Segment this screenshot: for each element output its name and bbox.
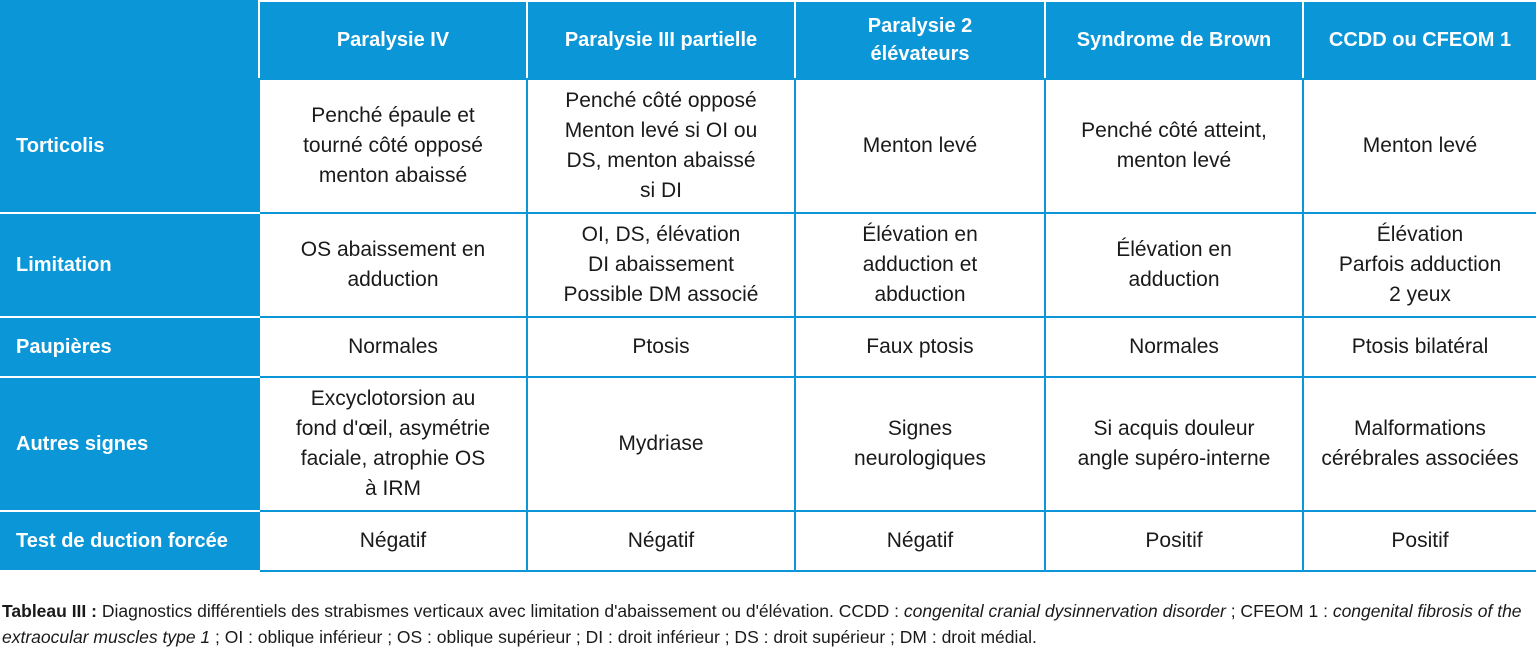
table-cell: Élévation en adduction	[1045, 213, 1303, 317]
table-cell: Excyclotorsion au fond d'œil, asymétrie faciale, atrophie OS à IRM	[259, 377, 527, 511]
table-cell: Ptosis	[527, 317, 795, 377]
table-cell: Élévation Parfois adduction 2 yeux	[1303, 213, 1536, 317]
table-row	[1, 377, 1536, 511]
table-cell: Mydriase	[527, 377, 795, 511]
row-header: Autres signes	[1, 377, 259, 511]
table-cell: Ptosis bilatéral	[1303, 317, 1536, 377]
table-cell: Élévation en adduction et abduction	[795, 213, 1045, 317]
table-caption	[2, 598, 1534, 650]
column-header: Paralysie 2 élévateurs	[795, 1, 1045, 79]
header-row	[1, 1, 1536, 79]
table-row	[1, 511, 1536, 571]
row-header: Test de duction forcée	[1, 511, 259, 571]
table-cell: Penché épaule et tourné côté opposé menton abaissé	[259, 79, 527, 213]
table-cell: Normales	[259, 317, 527, 377]
table-cell: Menton levé	[795, 79, 1045, 213]
table-cell: Si acquis douleur angle supéro-interne	[1045, 377, 1303, 511]
row-header: Paupières	[1, 317, 259, 377]
table-cell: Malformations cérébrales associées	[1303, 377, 1536, 511]
table-cell: Faux ptosis	[795, 317, 1045, 377]
table-cell: Penché côté atteint, menton levé	[1045, 79, 1303, 213]
caption-term: congenital cranial dysinnervation disorder	[903, 601, 1226, 621]
table-row	[1, 79, 1536, 213]
table-cell: Penché côté opposé Menton levé si OI ou DS, menton abaissé si DI	[527, 79, 795, 213]
row-header: Torticolis	[1, 79, 259, 213]
caption-term: congenital fibrosis of the extraocular muscles type 1	[2, 601, 1522, 647]
table-cell: Négatif	[795, 511, 1045, 571]
caption-label: Tableau III :	[2, 601, 97, 621]
table-cell: Positif	[1045, 511, 1303, 571]
table-row	[1, 213, 1536, 317]
table-cell: OI, DS, élévation DI abaissement Possible DM associé	[527, 213, 795, 317]
column-header: CCDD ou CFEOM 1	[1303, 1, 1536, 79]
table-cell: Signes neurologiques	[795, 377, 1045, 511]
table-cell: Négatif	[527, 511, 795, 571]
column-header: Paralysie III partielle	[527, 1, 795, 79]
column-header: Syndrome de Brown	[1045, 1, 1303, 79]
column-header: Paralysie IV	[259, 1, 527, 79]
table-cell: Positif	[1303, 511, 1536, 571]
table-cell: OS abaissement en adduction	[259, 213, 527, 317]
caption-text: Diagnostics différentiels des strabismes verticaux avec limitation d'abaissement ou d'élévation. CCDD :	[96, 601, 904, 621]
table-cell: Négatif	[259, 511, 527, 571]
table-cell: Normales	[1045, 317, 1303, 377]
table-cell: Menton levé	[1303, 79, 1536, 213]
table-row	[1, 317, 1536, 377]
caption-text: ; CFEOM 1 :	[1225, 601, 1333, 621]
row-header: Limitation	[1, 213, 259, 317]
corner-cell	[1, 1, 259, 79]
caption-text: ; OI : oblique inférieur ; OS : oblique supérieur ; DI : droit inférieur ; DS : droit supérieur ; DM : droit médial.	[210, 627, 1037, 647]
